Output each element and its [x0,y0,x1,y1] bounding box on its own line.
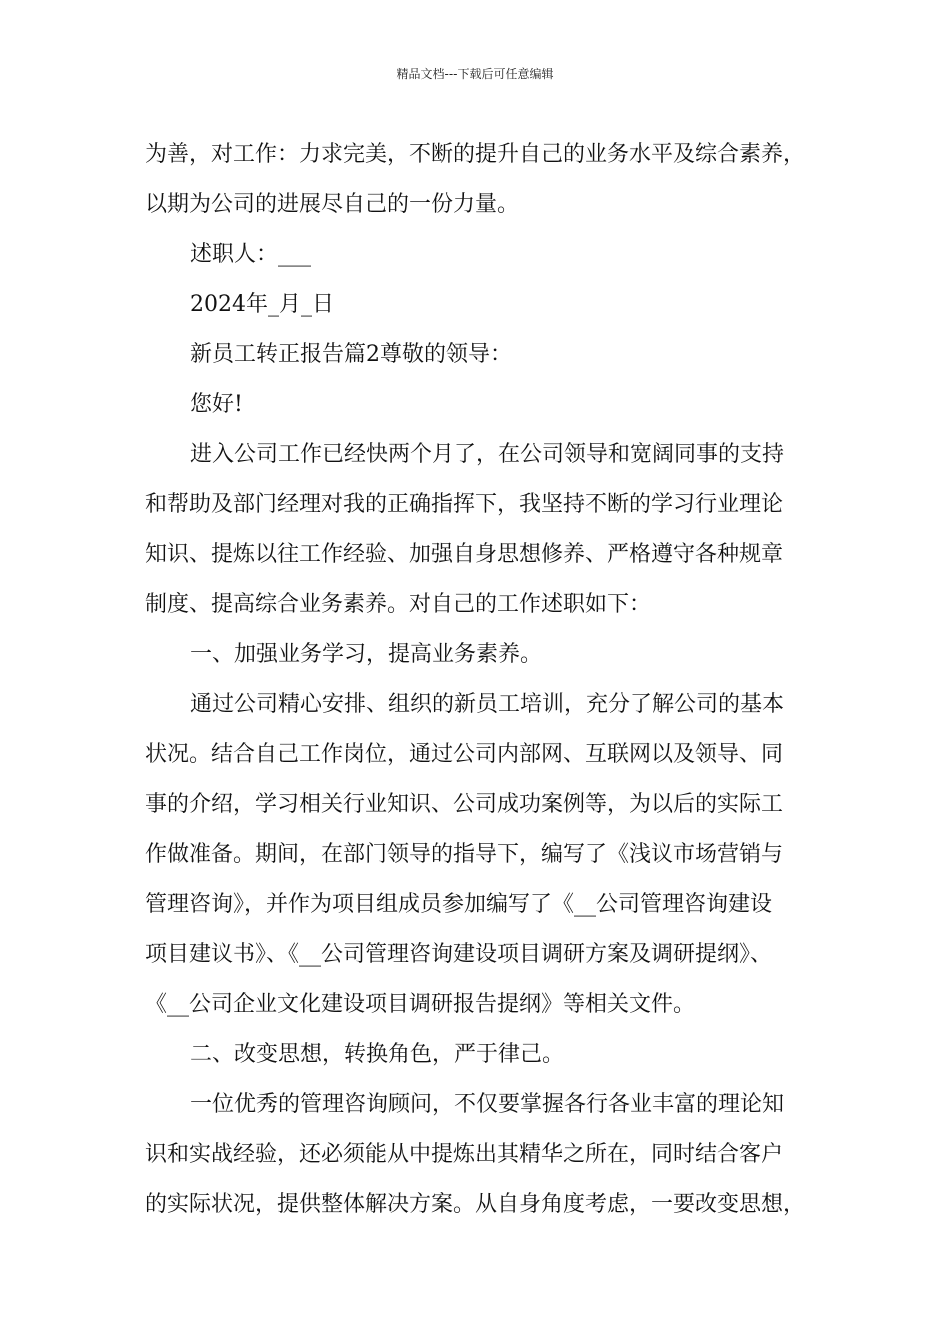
text-line: 以期为公司的进展尽自己的一份力量。 [145,192,520,217]
text-line: 进入公司工作已经快两个月了，在公司领导和宽阔同事的支持 [190,442,785,467]
text-line: 《__公司企业文化建设项目调研报告提纲》等相关文件。 [145,992,696,1017]
greeting-line: 您好! [190,392,243,417]
text-line: 制度、提高综合业务素养。对自己的工作述职如下： [145,592,652,617]
text-line: 和帮助及部门经理对我的正确指挥下，我坚持不断的学习行业理论 [145,492,784,517]
text-line: 一位优秀的管理咨询顾问，不仅要掌握各行各业丰富的理论知 [190,1092,785,1117]
text-line: 状况。结合自己工作岗位，通过公司内部网、互联网以及领导、同 [145,742,784,767]
signature-line: 述职人：___ [190,242,312,267]
section-heading-2: 二、改变思想，转换角色，严于律己。 [190,1042,565,1067]
page-header: 精品文档---下载后可任意编辑 [396,67,554,81]
report-title-line: 新员工转正报告篇2尊敬的领导： [190,342,512,367]
section-heading-1: 一、加强业务学习，提高业务素养。 [190,642,543,667]
text-line: 项目建议书》、《__公司管理咨询建设项目调研方案及调研提纲》、 [145,942,773,967]
text-line: 的实际状况，提供整体解决方案。从自身角度考虑，一要改变思想， [145,1192,806,1217]
text-line: 识和实战经验，还必须能从中提炼出其精华之所在，同时结合客户 [145,1142,784,1167]
paragraph-section-2 [145,1080,835,1230]
text-line: 知识、提炼以往工作经验、加强自身思想修养、严格遵守各种规章 [145,542,784,567]
text-line: 管理咨询》，并作为项目组成员参加编写了《__公司管理咨询建设 [145,892,773,917]
document-body [145,130,835,1230]
paragraph-intro [145,430,835,630]
text-line: 作做准备。期间，在部门领导的指导下，编写了《浅议市场营销与 [145,842,784,867]
text-line: 为善，对工作：力求完美，不断的提升自己的业务水平及综合素养， [145,142,806,167]
paragraph-section-1 [145,680,835,1030]
text-line: 通过公司精心安排、组织的新员工培训，充分了解公司的基本 [190,692,785,717]
text-line: 事的介绍，学习相关行业知识、公司成功案例等，为以后的实际工 [145,792,784,817]
date-line: 2024年_月_日 [190,292,334,317]
paragraph-continued [145,130,835,230]
